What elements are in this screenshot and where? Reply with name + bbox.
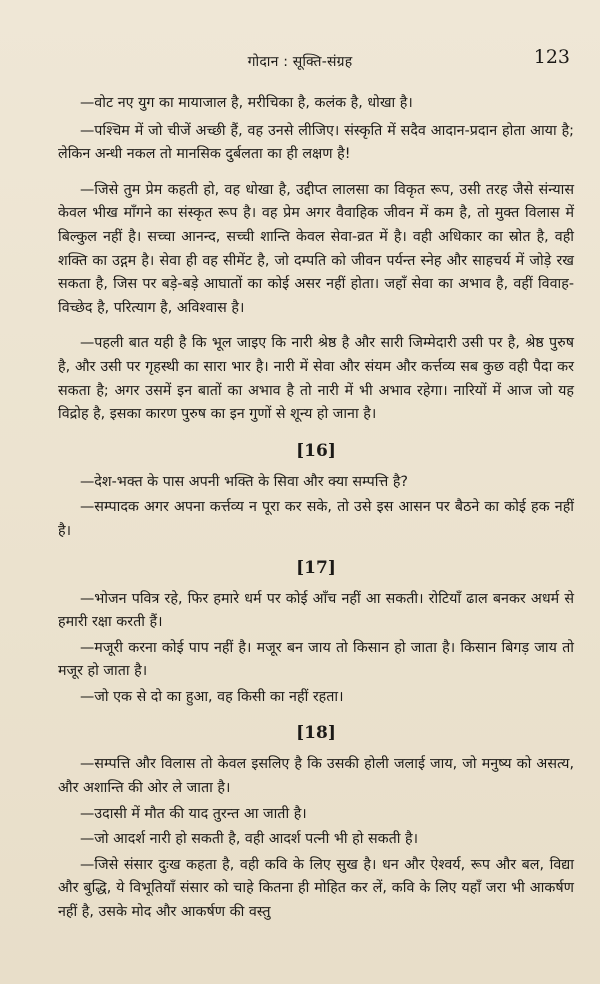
section-number: [16] — [296, 440, 336, 461]
paragraph: —जिसे तुम प्रेम कहती हो, वह धोखा है, उद्दीप्त लालसा का विकृत रूप, उसी तरह जैसे संन्यास केवल भीख माँगने का संस्कृत रूप है। वह प्रेम अगर वैवाहिक जीवन में कम है, तो मुक्त विलास में बिल्कुल नहीं है। सच्चा आनन्द, सच्ची शान्ति केवल सेवा-व्रत में है। वही अधिकार का स्रोत है, वही शक्ति का उद्गम है। सेवा ही वह सीमेंट है, जो दम्पति को जीवन पर्यन्त स्नेह और साहचर्य में जोड़े रख सकता है, जिस पर बड़े-बड़े आघातों का कोई असर नहीं होता। जहाँ सेवा का अभाव है, वहीं विवाह-विच्छेद है, परित्याग है, अविश्वास है। — [58, 181, 574, 316]
paragraph: —जिसे संसार दुःख कहता है, वही कवि के लिए सुख है। धन और ऐश्वर्य, रूप और बल, विद्या और बुद्धि, ये विभूतियाँ संसार को चाहे कितना ही मोहित कर लें, कवि के लिए यहाँ जरा भी आकर्षण नहीं है, उसके मोद और आकर्षण की वस्तु — [58, 856, 574, 921]
paragraph: —सम्पादक अगर अपना कर्त्तव्य न पूरा कर सके, तो उसे इस आसन पर बैठने का कोई हक नहीं है। — [58, 499, 574, 539]
page-number: 123 — [533, 46, 570, 68]
paragraph: —पहली बात यही है कि भूल जाइए कि नारी श्रेष्ठ है और सारी जिम्मेदारी उसी पर है, श्रेष्ठ पुरुष है, और उसी पर गृहस्थी का सारा भार है। नारी में सेवा और संयम और कर्त्तव्य सब कुछ वही पैदा कर सकता है; अगर उसमें इन बातों का अभाव है तो नारी में भी अभाव रहेगा। नारियों में आज जो यह विद्रोह है, इसका कारण पुरुष का इन गुणों से शून्य हो जाना है। — [58, 335, 574, 423]
paragraph: —पश्चिम में जो चीजें अच्छी हैं, वह उनसे लीजिए। संस्कृति में सदैव आदान-प्रदान होता आया है; लेकिन अन्धी नकल तो मानसिक दुर्बलता का ही लक्षण है! — [58, 122, 574, 163]
paragraph: —भोजन पवित्र रहे, फिर हमारे धर्म पर कोई आँच नहीं आ सकती। रोटियाँ ढाल बनकर अधर्म से हमारी रक्षा करती हैं। — [58, 590, 574, 631]
section-number: [17] — [296, 557, 336, 578]
paragraph: —उदासी में मौत की याद तुरन्त आ जाती है। — [80, 805, 307, 822]
paragraph: —वोट नए युग का मायाजाल है, मरीचिका है, कलंक है, धोखा है। — [80, 95, 413, 111]
running-head: गोदान : सूक्ति-संग्रह — [247, 54, 353, 70]
page-header — [0, 46, 600, 76]
paragraph: —जो आदर्श नारी हो सकती है, वही आदर्श पत्नी भी हो सकती है। — [80, 831, 419, 848]
body-text — [58, 92, 574, 925]
paragraph: —मजूरी करना कोई पाप नहीं है। मजूर बन जाय तो किसान हो जाता है। किसान बिगड़ जाय तो मजूर हो जाता है। — [58, 639, 574, 680]
paragraph: —देश-भक्त के पास अपनी भक्ति के सिवा और क्या सम्पत्ति है? — [80, 473, 409, 490]
paragraph: —सम्पत्ति और विलास तो केवल इसलिए है कि उसकी होली जलाई जाय, जो मनुष्य को असत्य, और अशान्ति की ओर ले जाता है। — [58, 756, 574, 797]
paragraph: —जो एक से दो का हुआ, वह किसी का नहीं रहता। — [80, 688, 344, 705]
section-number: [18] — [296, 723, 336, 744]
